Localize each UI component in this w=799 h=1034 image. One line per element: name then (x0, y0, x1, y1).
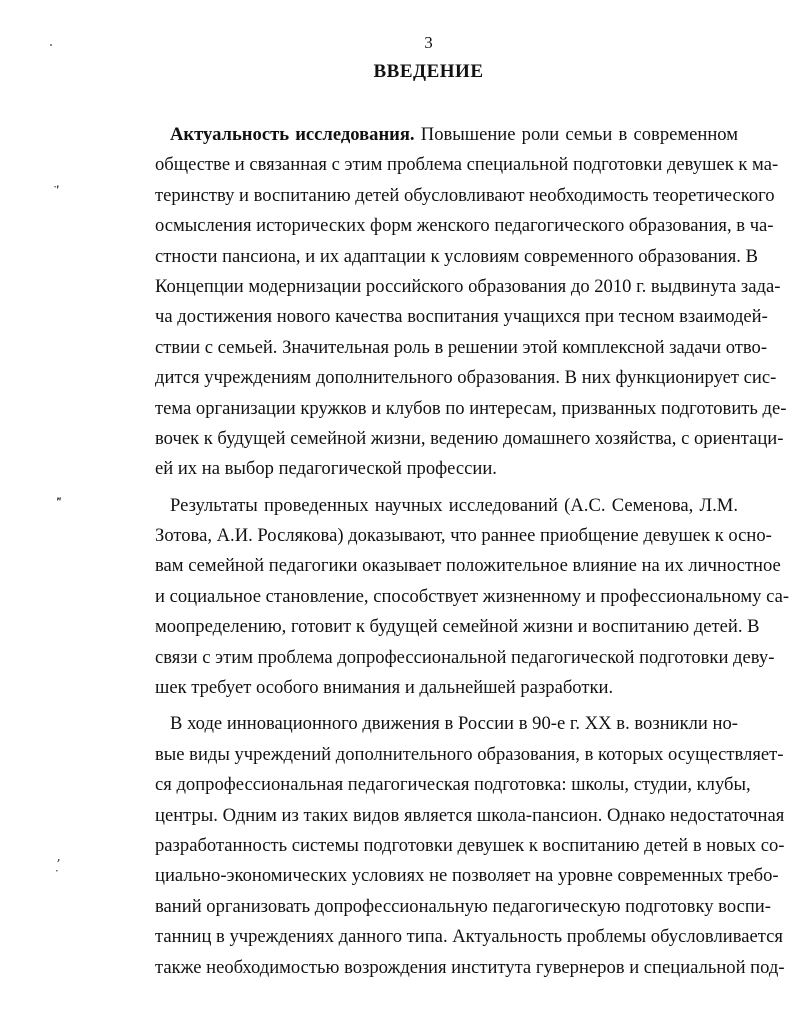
paragraph-line: ваний организовать допрофессиональную педагогическую подготовку воспи- (155, 895, 771, 917)
paragraph-line: разработанность системы подготовки девушек к воспитанию детей в новых со- (155, 834, 785, 856)
section-lead: Актуальность исследования. (170, 124, 415, 145)
paragraph-line: осмысления исторических форм женского педагогического образования, в ча- (155, 215, 774, 237)
paragraph-line: вые виды учреждений дополнительного образования, в которых осуществляет- (155, 743, 784, 765)
paragraph-line: дится учреждениям дополнительного образования. В них функционирует сис- (155, 367, 777, 389)
paragraph-line: ча достижения нового качества воспитания учащихся при тесном взаимодей- (155, 306, 768, 328)
paragraph-line: обществе и связанная с этим проблема специальной подготовки девушек к ма- (155, 154, 779, 176)
paragraph-line: ся допрофессиональная педагогическая подготовка: школы, студии, клубы, (155, 774, 751, 796)
page-number: 3 (424, 33, 433, 52)
paragraph-line: также необходимостью возрождения института гувернеров и специальной под- (155, 956, 785, 978)
paragraph-line: Актуальность исследования. Повышение роли семьи в современном (170, 124, 738, 145)
paragraph-line: шек требует особого внимания и дальнейшей разработки. (155, 677, 614, 699)
margin-mark: ʼ̣ (56, 858, 61, 873)
paragraph-line: танниц в учреждениях данного типа. Актуальность проблемы обусловливается (155, 926, 783, 948)
paragraph-line: Результаты проведенных научных исследований (А.С. Семенова, Л.М. (170, 494, 738, 516)
paragraph-line: теринству и воспитанию детей обусловливают необходимость теоретического (155, 184, 775, 206)
paragraph-line: стности пансиона, и их адаптации к условиям современного образования. В (155, 245, 758, 267)
paragraph-line: вам семейной педагогики оказывает положительное влияние на их личностное (155, 555, 781, 577)
paragraph-line: В ходе инновационного движения в России в 90-е г. XX в. возникли но- (170, 713, 738, 735)
margin-mark: ʹ̈ (56, 185, 60, 200)
paragraph-line: вочек к будущей семейной жизни, ведению домашнего хозяйства, с ориентаци- (155, 427, 784, 449)
page-title: ВВЕДЕНИЕ (373, 61, 484, 82)
paragraph-line: Зотова, А.И. Рослякова) доказывают, что раннее приобщение девушек к осно- (155, 525, 772, 547)
paragraph-line: моопределению, готовит к будущей семейной жизни и воспитанию детей. В (155, 616, 760, 638)
paragraph-line: тема организации кружков и клубов по интересам, призванных подготовить де- (155, 397, 787, 419)
paragraph-line: циально-экономических условиях не позволяет на уровне современных требо- (155, 865, 779, 887)
paragraph-line: Концепции модернизации российского образования до 2010 г. выдвинута зада- (155, 275, 781, 297)
paragraph-line: ствии с семьей. Значительная роль в решении этой комплексной задачи отво- (155, 336, 768, 358)
paragraph-line: ей их на выбор педагогической профессии. (155, 458, 497, 480)
document-body (155, 120, 790, 983)
paragraph-line: связи с этим проблема допрофессиональной педагогической подготовки деву- (155, 646, 775, 668)
margin-mark: ʺ̇ (56, 497, 62, 512)
paragraph-line: и социальное становление, способствует жизненному и профессиональному са- (155, 585, 790, 607)
paragraph-line: центры. Одним из таких видов является школа-пансион. Однако недостаточная (155, 804, 785, 826)
